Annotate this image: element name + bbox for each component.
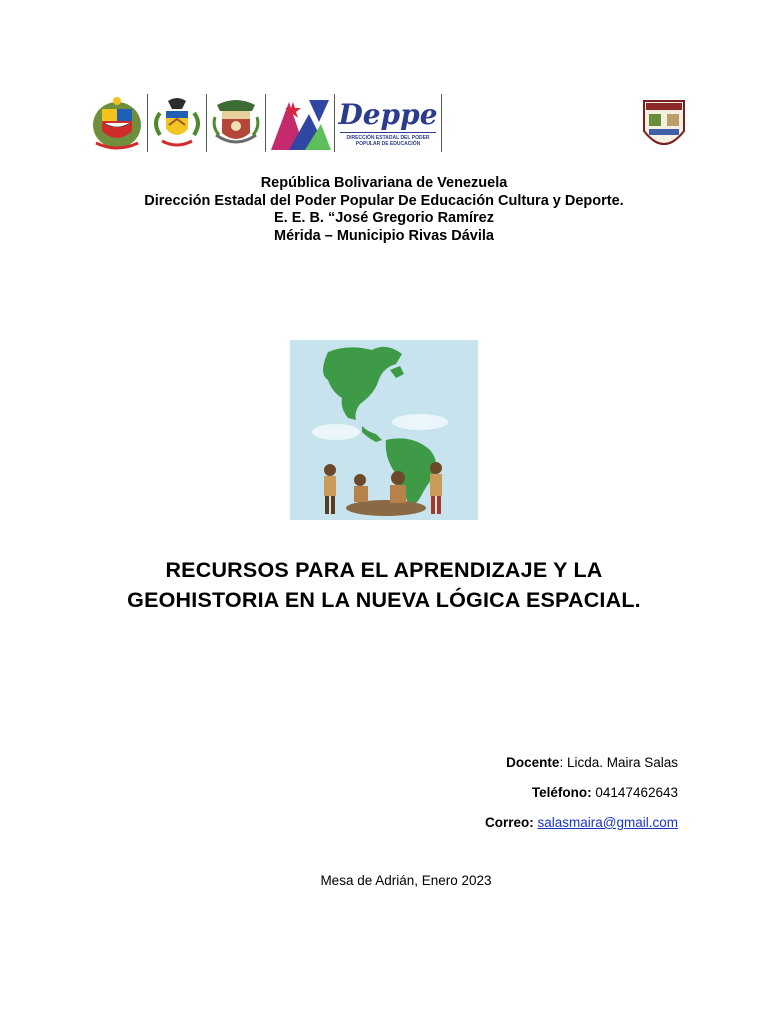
email-info bbox=[380, 815, 678, 830]
document-title-line-2: GEOHISTORIA EN LA NUEVA LÓGICA ESPACIAL. bbox=[127, 588, 641, 612]
deppe-subtitle-1: DIRECCIÓN ESTADAL DEL PODER bbox=[346, 134, 430, 141]
state-coat-of-arms-icon bbox=[90, 94, 144, 152]
phone-label: Teléfono: bbox=[531, 785, 592, 800]
logo-separator bbox=[206, 94, 207, 152]
deppe-star-emblem-icon bbox=[269, 94, 331, 152]
institution-line-1: República Bolivariana de Venezuela bbox=[260, 175, 508, 191]
header-logo-strip bbox=[90, 93, 445, 153]
document-title bbox=[0, 555, 768, 615]
teacher-label: Docente bbox=[506, 755, 560, 770]
logo-separator bbox=[147, 94, 148, 152]
deppe-divider bbox=[340, 132, 436, 133]
merida-coat-of-arms-icon bbox=[151, 94, 203, 152]
phone-info bbox=[380, 785, 678, 800]
institution-line-4: Mérida – Municipio Rivas Dávila bbox=[274, 227, 494, 244]
document-title-line-1: RECURSOS PARA EL APRENDIZAJE Y LA bbox=[165, 558, 603, 582]
logo-separator bbox=[441, 94, 442, 152]
deppe-wordmark: Deppe bbox=[338, 97, 438, 131]
email-label: Correo: bbox=[484, 815, 534, 830]
school-emblem-icon bbox=[640, 95, 688, 155]
logo-separator bbox=[265, 94, 266, 152]
teacher-info bbox=[380, 755, 678, 770]
institution-line-2: Dirección Estadal del Poder Popular De Educación Cultura y Deporte. bbox=[144, 192, 624, 209]
deppe-logo bbox=[338, 94, 438, 152]
email-link[interactable]: salasmaira@gmail.com bbox=[537, 815, 678, 830]
teacher-value: : Licda. Maira Salas bbox=[559, 755, 678, 770]
institution-heading bbox=[0, 175, 768, 245]
place-date: Mesa de Adrián, Enero 2023 bbox=[320, 873, 492, 888]
phone-value: 04147462643 bbox=[591, 785, 678, 800]
logo-separator bbox=[334, 94, 335, 152]
municipal-coat-of-arms-icon bbox=[210, 94, 262, 152]
americas-map-with-children-icon bbox=[290, 340, 478, 520]
institution-line-3: E. E. B. “José Gregorio Ramírez bbox=[274, 210, 494, 226]
deppe-subtitle-2: POPULAR DE EDUCACIÓN bbox=[355, 140, 421, 147]
